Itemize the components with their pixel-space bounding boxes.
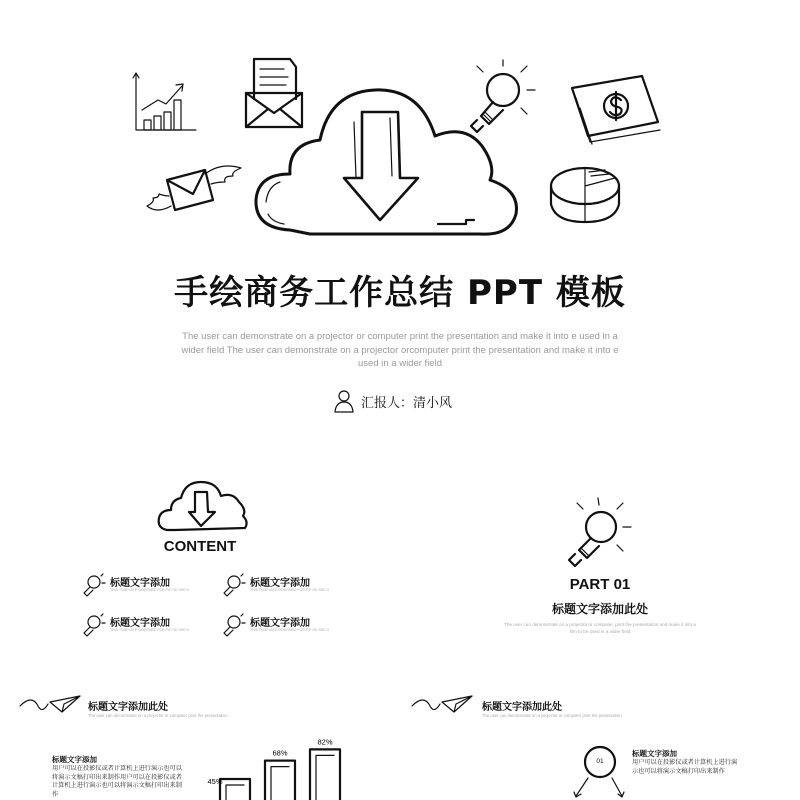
lightbulb-icon [78, 612, 106, 638]
node-label: 01 [596, 758, 604, 765]
part-desc: The user can demonstrate on a projector or computer, print the presentation and make it into a film to be used in a wider field [504, 622, 696, 634]
pie-chart-icon [545, 160, 625, 230]
lightbulb-icon [78, 572, 106, 598]
reporter [333, 388, 452, 414]
content-heading: CONTENT [163, 538, 237, 555]
paper-plane-icon [18, 690, 83, 720]
toc-title: 标题文字添加 [110, 578, 170, 589]
block-body: 用户可以在投影仪或者计算机上进行演示也可以将演示文稿打印出来制作用户可以在投影仪或者计算机上进行演示也可以将演示文稿打印出来制作 [52, 765, 182, 798]
node-circle [570, 740, 630, 800]
cloud-download-icon [250, 82, 525, 247]
section-desc: The user can demonstrate on a projector or computer print the presentation [88, 713, 228, 718]
bar-sketch [271, 767, 289, 800]
part-number: PART 01 [569, 576, 631, 593]
toc-desc: THIS TEMPLATE DESIGNED FOR PS! OK SHE D [110, 628, 190, 632]
toc-title: 标题文字添加 [250, 618, 310, 629]
bar [310, 749, 340, 800]
block-title: 标题文字添加 [632, 749, 677, 758]
cloud-download-icon [155, 478, 250, 536]
toc-title: 标题文字添加 [110, 618, 170, 629]
section-title: 标题文字添加此处 [88, 702, 168, 713]
toc-item[interactable] [78, 612, 213, 642]
winged-envelope-icon [145, 160, 245, 220]
person-icon [333, 389, 355, 413]
toc-item[interactable] [218, 612, 353, 642]
bar [220, 779, 250, 800]
cover-title: 手绘商务工作总结 PPT 模板 [174, 273, 626, 313]
lightbulb-icon [218, 612, 246, 638]
block-title: 标题文字添加 [52, 755, 97, 764]
toc-desc: THIS TEMPLATE DESIGNED FOR PS! OK SHE D [110, 588, 190, 592]
bar-chart [200, 735, 360, 800]
toc-item[interactable] [78, 572, 213, 602]
toc-desc: THIS TEMPLATE DESIGNED FOR PS! OK SHE D [250, 588, 330, 592]
paper-plane-icon [410, 690, 475, 720]
lightbulb-icon [218, 572, 246, 598]
section-desc: The user can demonstrate on a projector or computer print the presentation [482, 713, 622, 718]
block-body: 用户可以在投影仪或者计算机上进行演示也可以将演示文稿打印出来制作 [632, 759, 738, 775]
toc-item[interactable] [218, 572, 353, 602]
money-icon [568, 72, 663, 147]
cover-subtitle: The user can demonstrate on a projector or computer print the presentation and make it into e used in a wider field The user can demonstrate on a projector orcomputer print the presentation and make it into e used in a wider field [181, 331, 619, 369]
part-title: 标题文字添加此处 [551, 602, 648, 616]
lightbulb-icon [555, 495, 640, 570]
bar-label: 45% [207, 777, 223, 786]
bar-chart-icon [130, 70, 200, 135]
bar-sketch [316, 755, 334, 800]
bar-label: 68% [272, 748, 288, 758]
toc-desc: THIS TEMPLATE DESIGNED FOR PS! OK SHE D [250, 628, 330, 632]
bar-sketch [226, 785, 244, 800]
bar-label: 82% [317, 737, 333, 747]
toc-title: 标题文字添加 [250, 578, 310, 589]
section-title: 标题文字添加此处 [482, 702, 562, 713]
reporter-name: 汇报人：清小风 [361, 395, 453, 411]
